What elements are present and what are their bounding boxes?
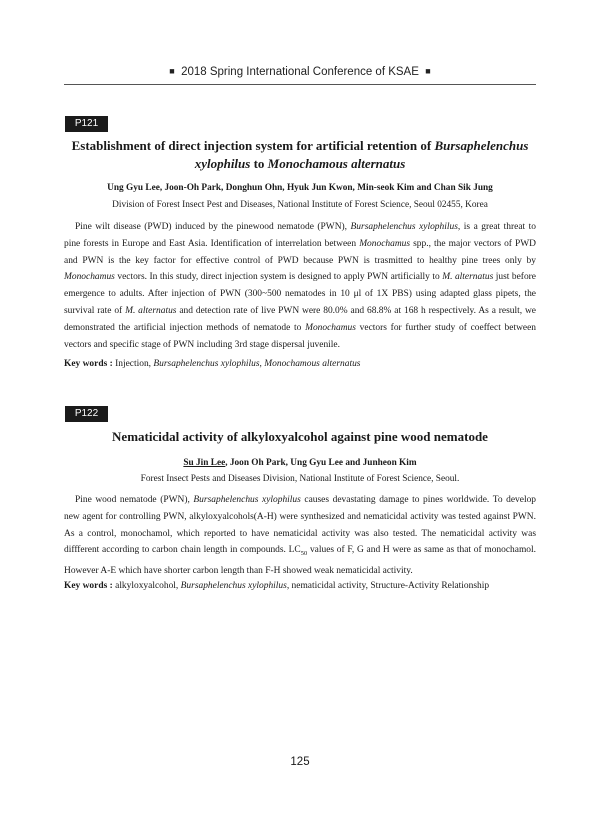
italic-text: Monochamus [359,238,411,249]
presenting-author: Su Jin Lee [183,458,226,468]
italic-text: Bursaphelenchus xylophilus [153,359,260,369]
text-run: , nematicidal activity, Structure-Activity Relationship [286,581,490,591]
square-bullet-icon: ■ [169,66,175,76]
text-run: Pine wood nematode (PWN), [75,495,194,505]
page-number: 125 [290,756,310,768]
italic-text: Monochamous alternatus [264,359,361,369]
abstract-id-badge: P121 [65,116,108,132]
keywords-label: Key words : [64,359,113,369]
italic-text: Monochamus [64,272,115,283]
text-run: spp., the major vectors of PWD and PWN is the key factor for effective control of PWD because PWN is trasmitted to healthy pine trees only by [64,238,536,266]
text-run: just before emergence to adults. After injection of PWN (300~500 nematodes in 10 μl of 1X PBS) using adapted glass pipets, the survival rate of [64,272,536,316]
italic-text: Monochamus [305,322,356,333]
italic-text: Bursaphelenchus xylophilus [193,495,301,505]
keywords-list [113,581,489,591]
italic-text: Bursaphelenchus xylophilus [350,222,458,232]
square-bullet-icon: ■ [425,66,431,76]
abstract-body [64,492,536,580]
keywords [64,579,536,593]
keywords [64,357,536,371]
header-divider [64,84,536,85]
affiliation: Division of Forest Insect Pest and Diseases, National Institute of Forest Science, Seoul 02455, Korea [112,200,488,210]
text-run: vectors. In this study, direct injection system is designed to apply PWN artificially to [114,272,443,283]
text-run: Injection, [112,359,154,369]
text-run: , is a great threat to pine forests in Europe and East Asia. Identification of interrelation between [64,222,537,249]
text-run: vectors for further study of coeffect between vectors and specific stage of PWN including 3rd stage dispersal juvenile. [64,322,536,350]
author-list: Su Jin Lee, Joon Oh Park, Ung Gyu Lee and Junheon Kim [183,458,417,468]
abstract-body [64,219,536,353]
subscript-text: 50 [300,550,308,558]
text-run: alkyloxyalcohol, [112,581,181,591]
abstract-id-badge: P122 [65,406,108,422]
abstract-title: Establishment of direct injection system for artificial retention of Bursaphelenchus xylophilus to Monochamous alternatus [71,138,529,171]
italic-text: Bursaphelenchus xylophilus [180,581,287,591]
keywords-label: Key words : [64,581,113,591]
italic-text: M. alternatus [442,272,494,283]
text-run: Pine wilt disease (PWD) induced by the pinewood nematode (PWN), [75,222,351,232]
abstract-title: Nematicidal activity of alkyloxyalcohol against pine wood nematode [112,429,488,444]
conference-title: 2018 Spring International Conference of KSAE [181,66,419,78]
text-run: values of F, G and H were as same as that of monochamol. However A-E which have shorter carbon length than F-H showed weak nematicidal activity. [64,545,536,577]
text-run: causes devastating damage to pines worldwide. To develop new agent for controlling PWN, alkyloxyalcohols(A-H) were synthesized and nematicidal activity was tested against PWN. As a control, monochamol, which reported to have nematicidal activity was also tested. The nematicidal activity was diffferent according to carbon chain length in compounds. LC [64,495,537,556]
italic-text: M. alternatus [125,305,177,316]
text-run: and detection rate of live PWN were 80.0% and 68.8% at 168 h respectively. As a result, we demonstrated the artificial injection methods of nematode to [64,305,536,333]
keywords-list [113,359,361,369]
text-run: , [259,359,265,369]
affiliation: Forest Insect Pests and Diseases Division, National Institute of Forest Science, Seoul. [140,474,460,484]
conference-header [64,66,536,78]
author-list: Ung Gyu Lee, Joon-Oh Park, Donghun Ohn, Hyuk Jun Kwon, Min-seok Kim and Chan Sik Jung [107,183,493,193]
